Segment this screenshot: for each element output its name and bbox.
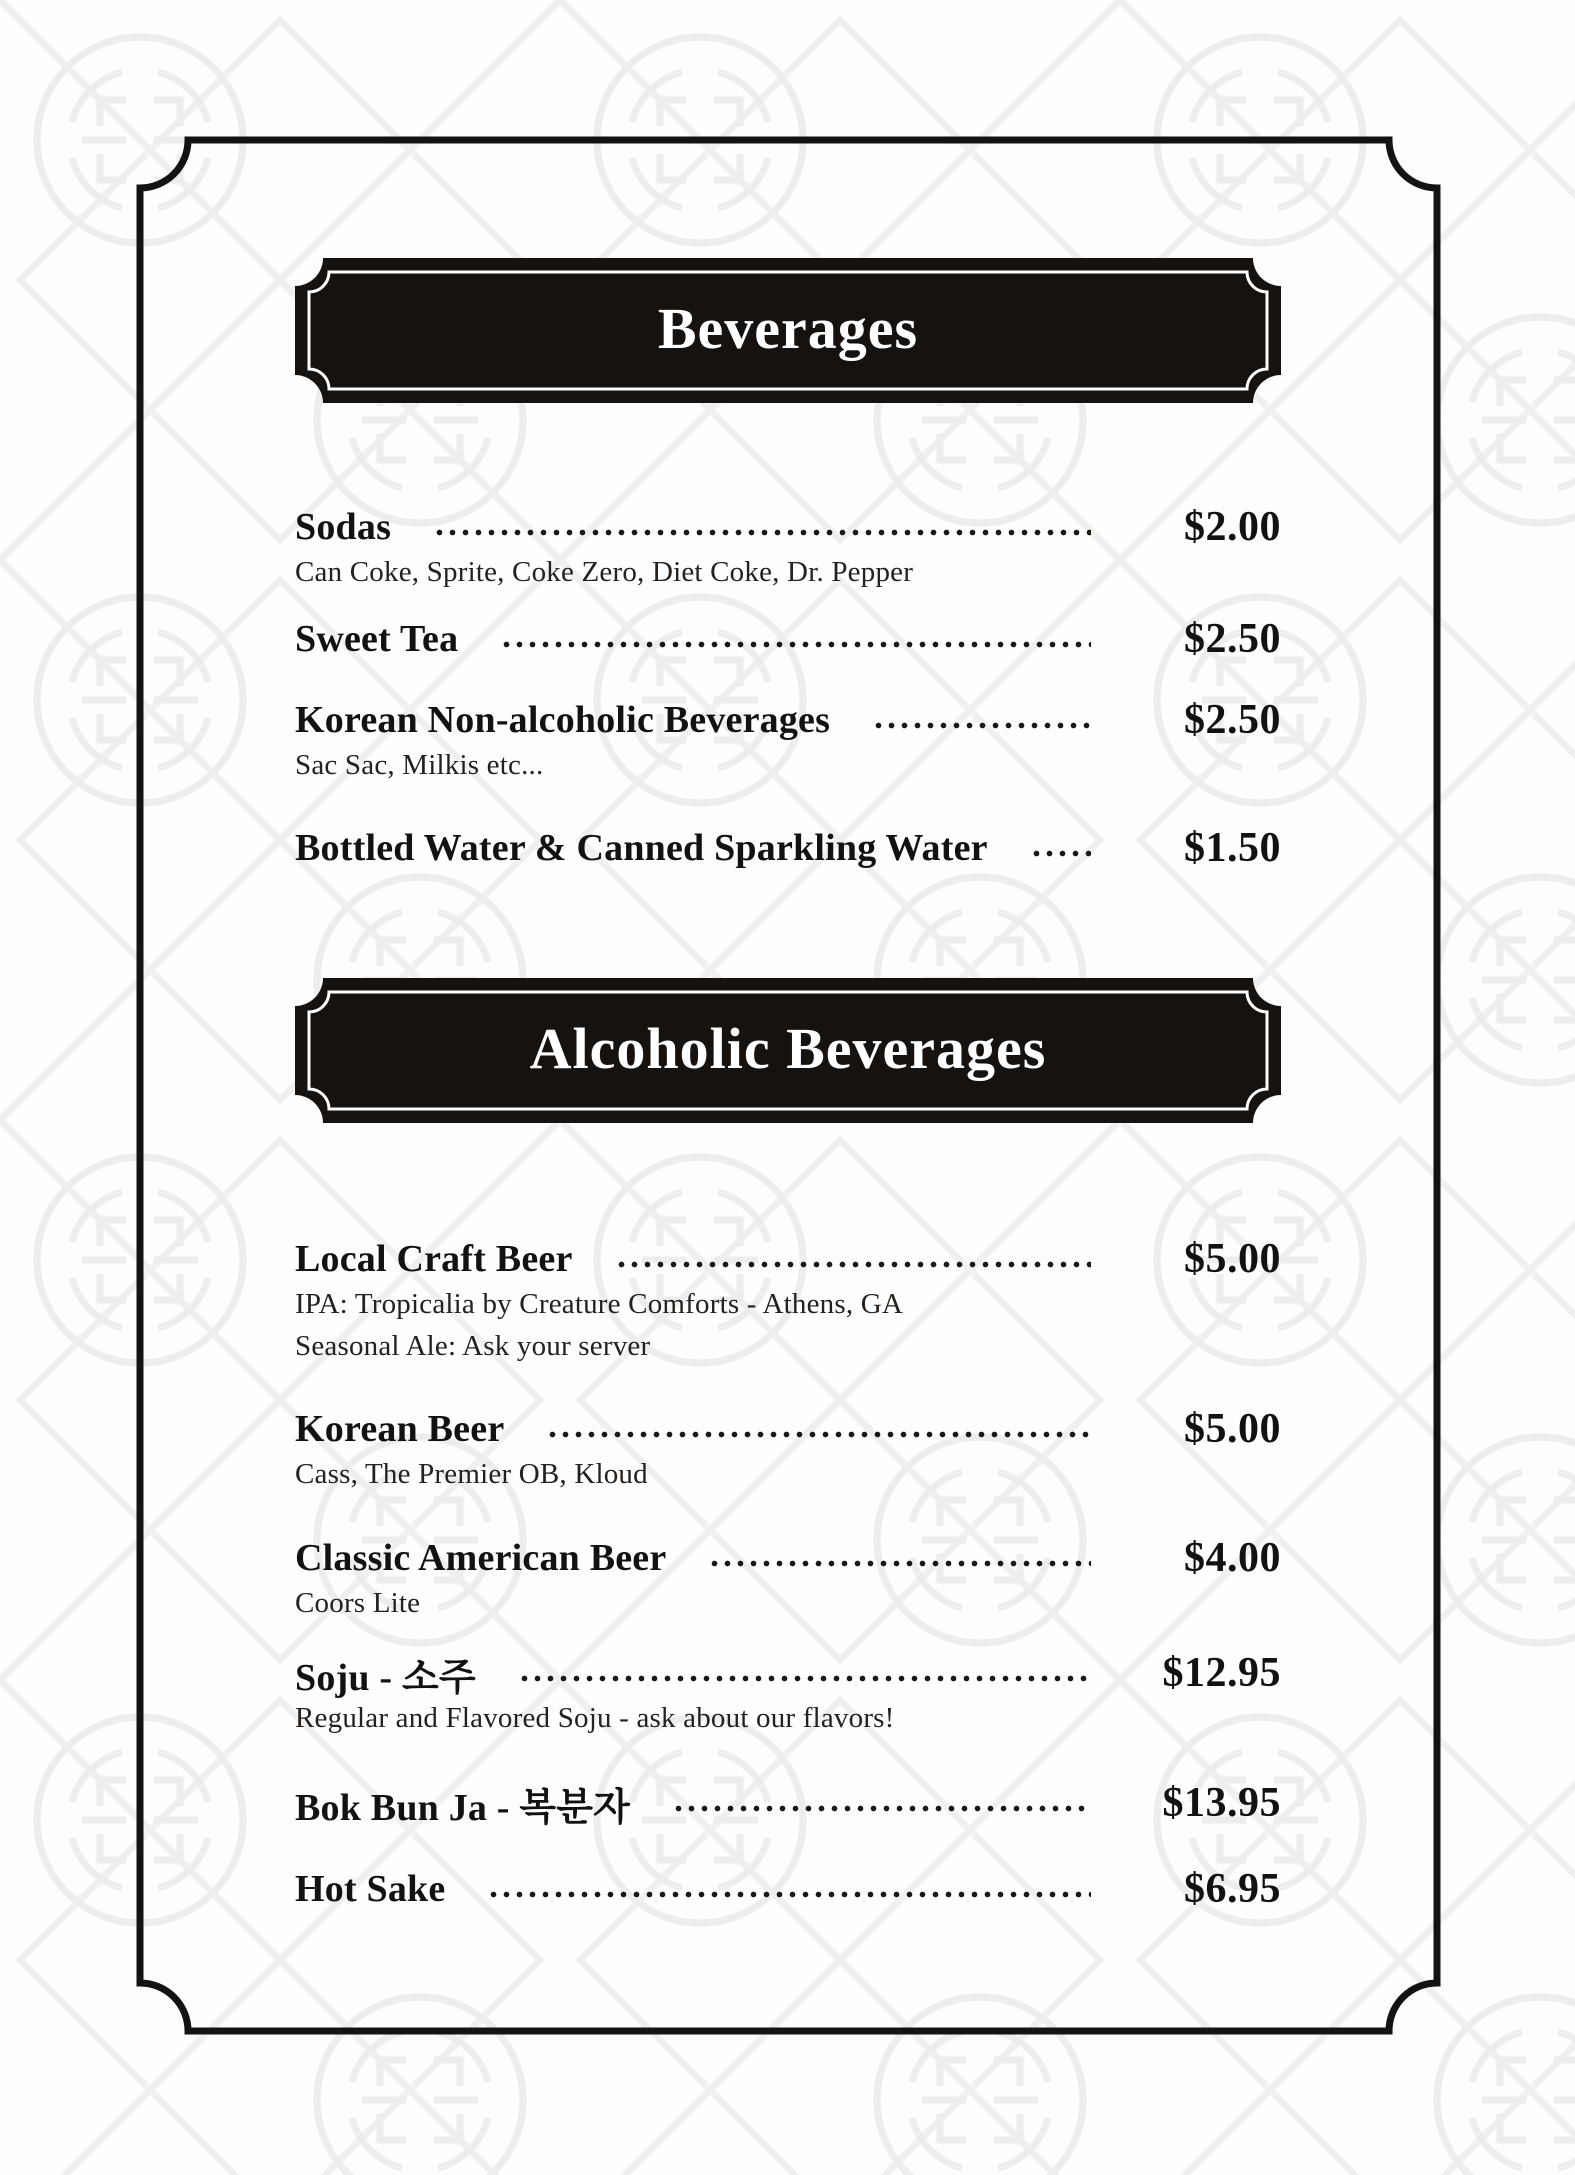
section-items-alcoholic-beverages (295, 1123, 1281, 1913)
item-description: IPA: Tropicalia by Creature Comforts - Athens, GA (295, 1288, 904, 1320)
item-price: $12.95 (1162, 1650, 1281, 1696)
dot-leader (433, 529, 1091, 536)
dot-leader (546, 1431, 1091, 1438)
item-name: Sodas (295, 506, 392, 548)
dot-leader (708, 1560, 1091, 1567)
section-items-beverages (295, 403, 1281, 872)
section-banner-beverages (295, 258, 1281, 403)
item-price: $5.00 (1184, 1236, 1281, 1282)
menu-item (295, 1534, 1281, 1624)
item-description: Can Coke, Sprite, Coke Zero, Diet Coke, Dr. Pepper (295, 556, 914, 588)
dot-leader (500, 641, 1091, 648)
menu-item-row (295, 1865, 1281, 1913)
menu-item (295, 1405, 1281, 1495)
menu-item (295, 1235, 1281, 1367)
section-title: Alcoholic Beverages (529, 1016, 1047, 1081)
item-price: $2.00 (1184, 504, 1281, 550)
menu-item (295, 503, 1281, 593)
menu-item-row (295, 503, 1281, 551)
menu-item-row (295, 696, 1281, 744)
menu-item-row (295, 824, 1281, 872)
dot-leader (1030, 850, 1091, 857)
menu-item-row (295, 1405, 1281, 1453)
item-name: Korean Non-alcoholic Beverages (295, 699, 831, 741)
menu-item-row (295, 615, 1281, 663)
item-name: Korean Beer (295, 1408, 505, 1450)
item-price: $2.50 (1184, 616, 1281, 662)
item-description: Regular and Flavored Soju - ask about our flavors! (295, 1702, 895, 1734)
item-price: $4.00 (1184, 1535, 1281, 1581)
menu-item (295, 1865, 1281, 1913)
menu-item-row (295, 1235, 1281, 1283)
item-name: Bottled Water & Canned Sparkling Water (295, 827, 988, 869)
menu-item (295, 1779, 1281, 1827)
item-description: Cass, The Premier OB, Kloud (295, 1458, 648, 1490)
menu-content (295, 258, 1281, 1913)
section-banner-alcoholic-beverages (295, 978, 1281, 1123)
item-name: Soju - 소주 (295, 1656, 476, 1699)
item-price: $1.50 (1184, 825, 1281, 871)
menu-item (295, 824, 1281, 872)
dot-leader (672, 1805, 1091, 1812)
dot-leader (615, 1261, 1091, 1268)
item-name: Local Craft Beer (295, 1238, 573, 1280)
section-title: Beverages (657, 296, 919, 361)
dot-leader (518, 1675, 1091, 1682)
item-price: $13.95 (1162, 1780, 1281, 1826)
menu-item-row (295, 1779, 1281, 1827)
item-price: $6.95 (1184, 1866, 1281, 1912)
menu-item-row (295, 1649, 1281, 1697)
menu-item (295, 615, 1281, 663)
item-description: Coors Lite (295, 1587, 421, 1619)
menu-item-row (295, 1534, 1281, 1582)
item-price: $2.50 (1184, 697, 1281, 743)
item-name: Bok Bun Ja - 복분자 (295, 1786, 631, 1829)
item-name: Classic American Beer (295, 1537, 667, 1579)
item-price: $5.00 (1184, 1406, 1281, 1452)
menu-item (295, 1649, 1281, 1739)
item-name: Hot Sake (295, 1868, 446, 1910)
dot-leader (487, 1891, 1091, 1898)
item-name: Sweet Tea (295, 618, 459, 660)
menu-item (295, 696, 1281, 786)
dot-leader (872, 722, 1091, 729)
item-description: Sac Sac, Milkis etc... (295, 749, 544, 781)
item-description: Seasonal Ale: Ask your server (295, 1330, 651, 1362)
